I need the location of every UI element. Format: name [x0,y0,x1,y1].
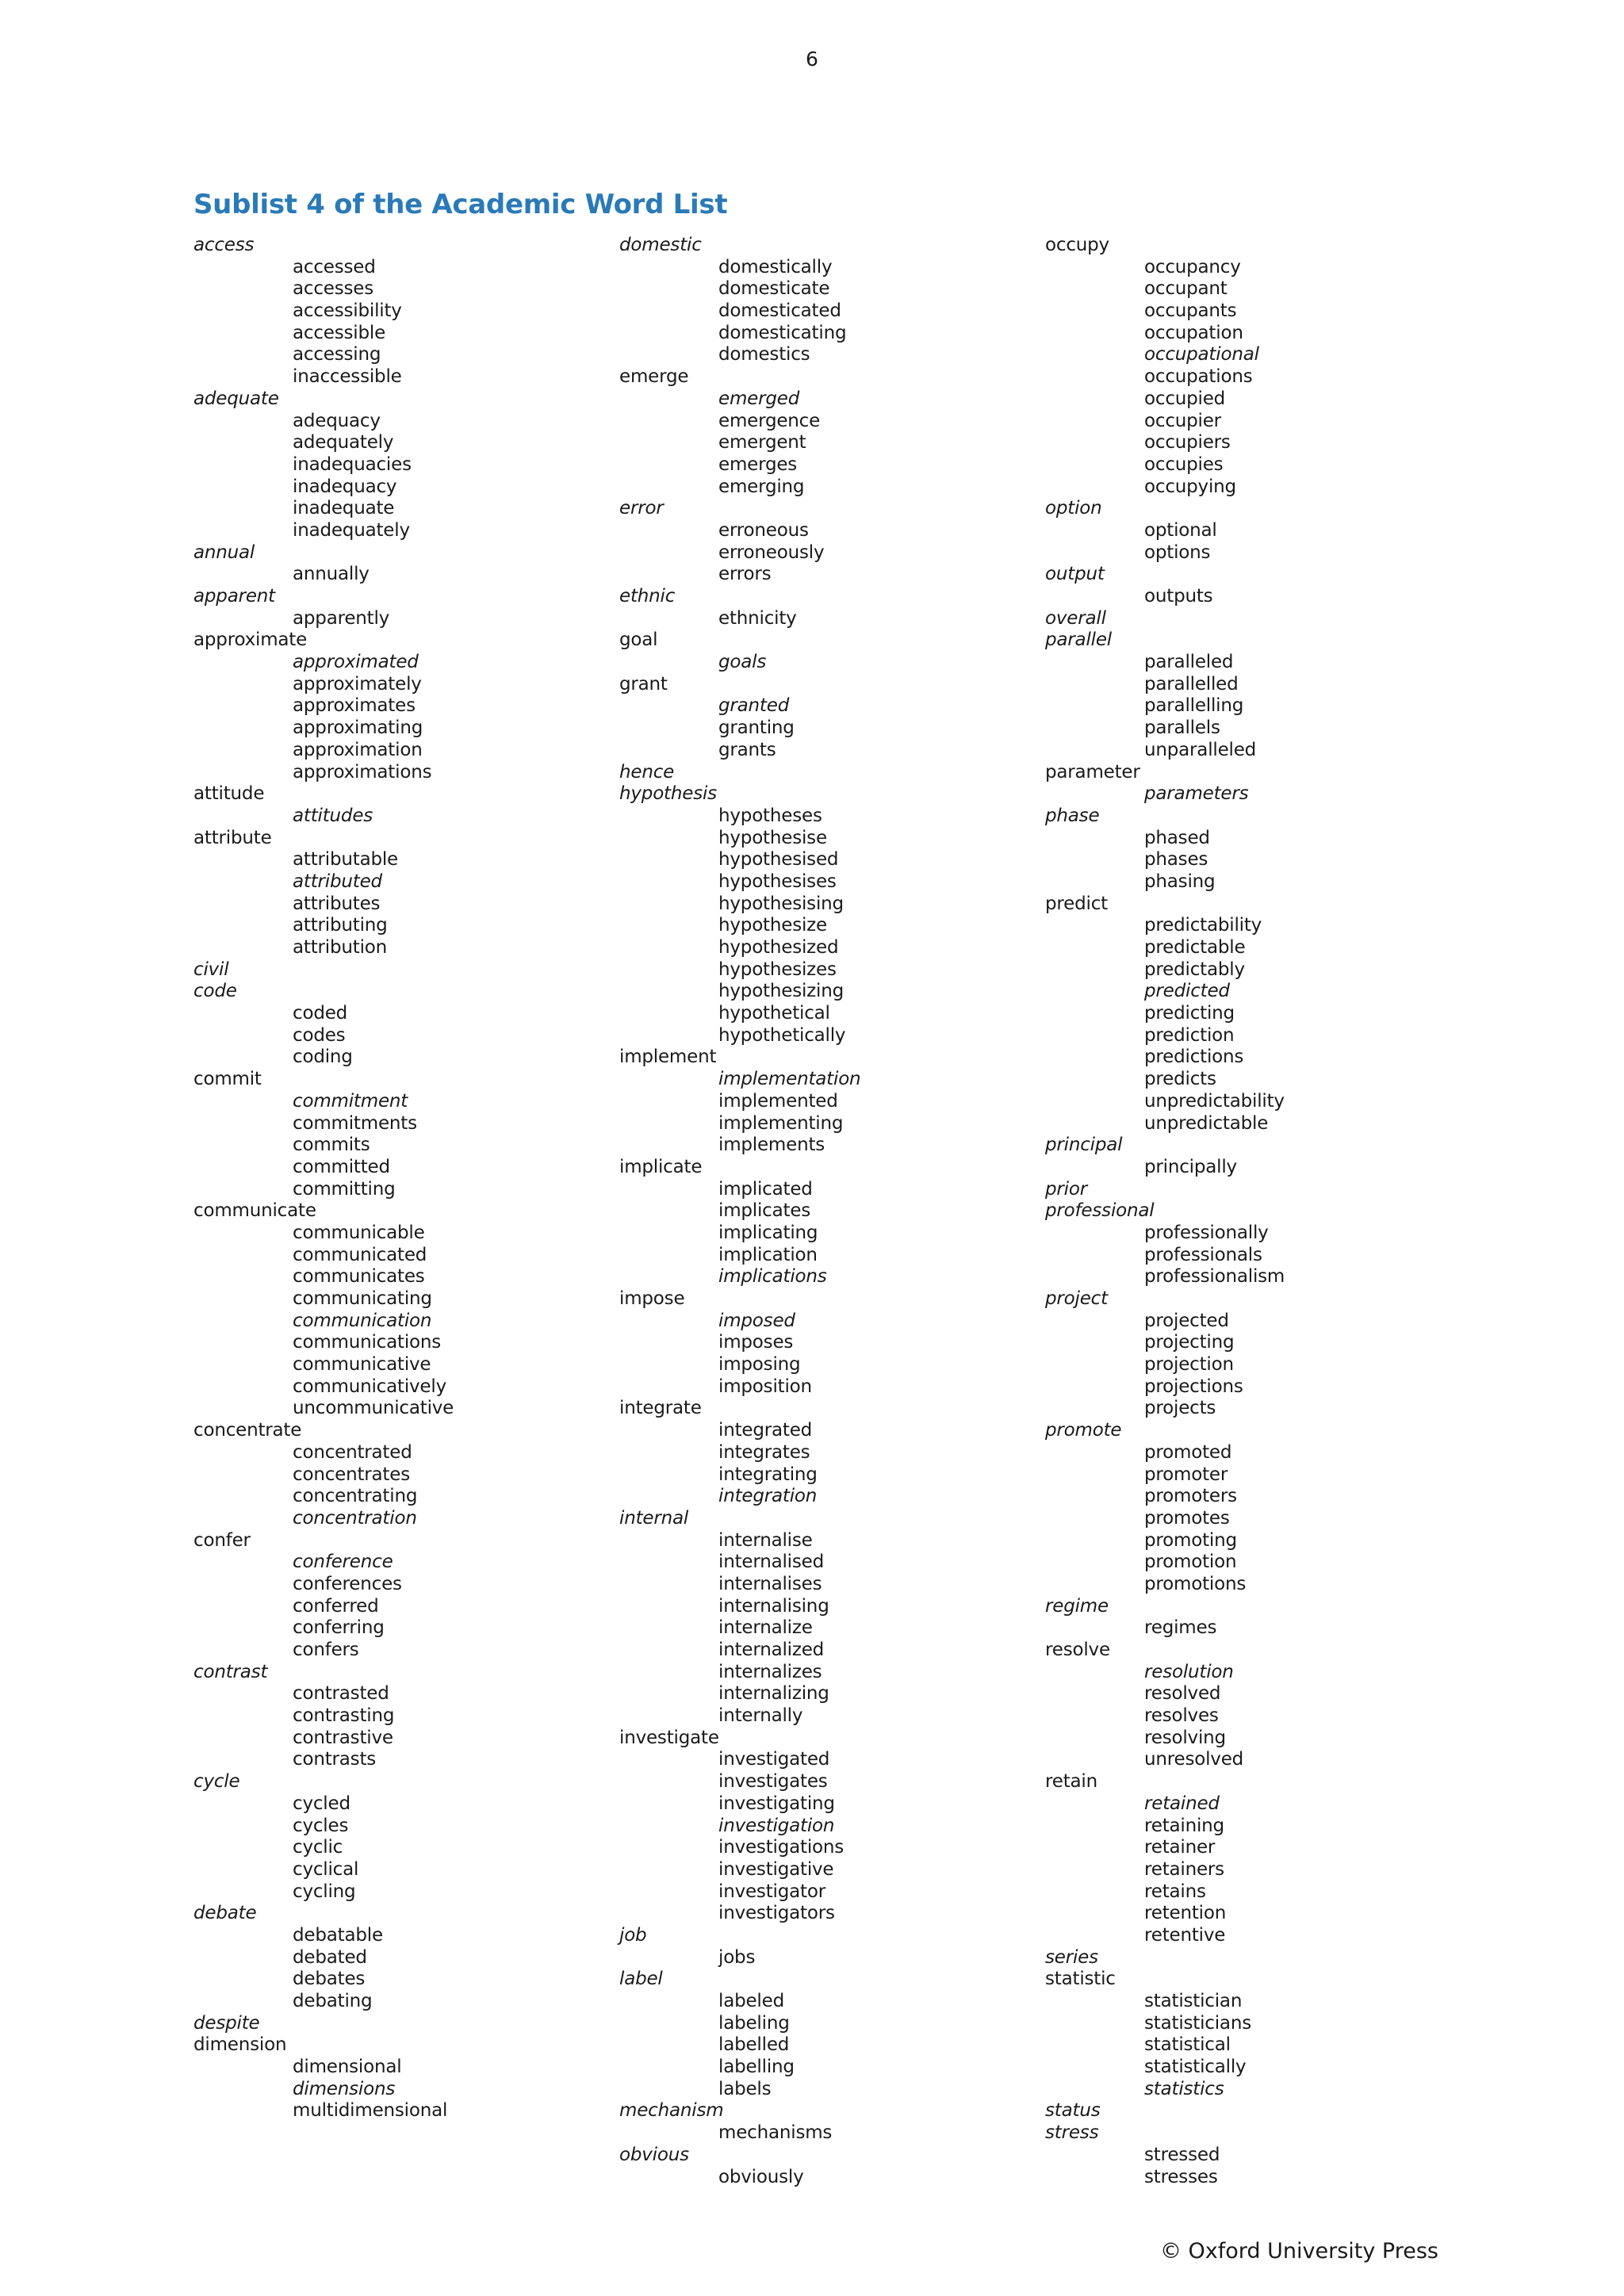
word-form: phases [1144,849,1208,871]
headword: retain [1045,1771,1097,1793]
word-form: hypothesises [718,871,837,892]
word-form: investigating [718,1793,835,1814]
word-form: inadequate [293,498,395,519]
word-form: hypothesize [718,915,828,936]
word-form: stresses [1144,2166,1218,2187]
word-form: dimensions [293,2078,396,2099]
word-column-1 [193,235,606,2122]
word-form: imposition [718,1376,812,1397]
word-form: projected [1144,1310,1229,1331]
word-form: contrastive [293,1727,393,1748]
word-form: implicated [718,1178,813,1200]
headword: attitude [193,783,265,805]
word-form: approximating [293,718,423,739]
word-form: prediction [1144,1024,1235,1046]
word-form: ethnicity [718,607,797,629]
headword: civil [193,959,229,980]
word-form: imposing [718,1354,801,1376]
word-form: internalizes [718,1661,822,1682]
word-form: debatable [293,1924,383,1946]
word-form: approximations [293,761,432,783]
word-form: commitments [293,1112,417,1134]
headword: code [193,981,237,1002]
headword: adequate [193,388,279,409]
word-form: internalized [718,1640,825,1660]
headword: status [1045,2100,1101,2122]
headword: hence [619,761,675,783]
word-form: concentrates [293,1464,410,1485]
headword: regime [1045,1595,1109,1617]
word-form: committing [293,1178,396,1200]
word-form: concentration [293,1507,417,1529]
word-form: labeling [718,2012,790,2034]
headword: prior [1045,1178,1087,1200]
headword: label [619,1969,663,1990]
word-form: projecting [1144,1332,1235,1353]
word-form: cycles [293,1815,349,1836]
word-form: investigators [718,1903,835,1924]
word-form: predicts [1144,1069,1216,1090]
word-form: annually [293,564,370,585]
word-form: hypothesized [718,937,839,958]
word-form: accesses [293,278,374,300]
word-form: communicates [293,1266,425,1288]
word-form: commits [293,1135,370,1156]
word-form: retaining [1144,1815,1224,1836]
word-form: jobs [718,1946,756,1968]
word-form: accessed [293,256,376,277]
word-form: labels [718,2078,772,2099]
word-form: dimensional [293,2057,402,2078]
word-form: predictably [1144,959,1245,980]
word-form: occupier [1144,410,1221,431]
word-form: conferring [293,1617,385,1639]
headword: domestic [619,235,702,255]
word-form: promoters [1144,1486,1237,1507]
headword: project [1045,1288,1108,1309]
headword: internal [619,1507,689,1529]
word-form: commitment [293,1090,408,1112]
word-form: professionally [1144,1222,1269,1243]
word-form: internalizing [718,1683,829,1705]
word-form: cycled [293,1793,350,1814]
word-form: communications [293,1332,442,1353]
headword: concentrate [193,1420,302,1441]
copyright-notice: © Oxford University Press [1159,2239,1438,2263]
word-form: investigated [718,1749,830,1770]
word-form: occupiers [1144,432,1231,453]
word-form: emergent [718,432,806,453]
headword: dimension [193,2034,287,2056]
headword: hypothesis [619,783,717,805]
word-form: implicating [718,1222,818,1243]
word-form: retention [1144,1903,1227,1924]
word-form: domestically [718,256,833,277]
word-form: investigations [718,1837,845,1858]
headword: approximate [193,629,308,651]
word-form: investigates [718,1771,828,1793]
headword: goal [619,629,658,651]
headword: principal [1045,1135,1123,1156]
word-form: apparently [293,607,390,629]
word-form: inadequately [293,519,410,541]
headword: job [619,1924,647,1946]
word-form: erroneous [718,519,809,541]
word-form: paralleled [1144,652,1234,673]
headword: obvious [619,2144,689,2165]
word-form: internalise [718,1529,813,1551]
word-form: attributable [293,849,399,871]
word-form: obviously [718,2166,804,2187]
word-form: cyclic [293,1837,343,1858]
headword: parameter [1045,761,1140,783]
word-form: investigator [718,1881,825,1902]
word-form: unparalleled [1144,739,1257,760]
word-form: integrated [718,1420,813,1441]
word-form: statistically [1144,2057,1247,2078]
word-form: retainers [1144,1858,1224,1880]
word-form: concentrating [293,1486,418,1507]
word-form: attributing [293,915,388,936]
word-form: debating [293,1991,373,2011]
word-form: multidimensional [293,2100,448,2122]
word-form: emerged [718,388,800,409]
headword: stress [1045,2122,1099,2144]
headword: series [1045,1946,1098,1968]
word-form: parameters [1144,783,1249,805]
word-form: stressed [1144,2144,1220,2165]
word-form: hypothetical [718,1003,830,1024]
word-form: accessible [293,322,386,343]
word-form: internally [718,1705,803,1727]
word-form: optional [1144,519,1217,541]
word-form: communication [293,1310,432,1331]
word-form: adequately [293,432,394,453]
word-form: occupied [1144,388,1226,409]
word-form: internalising [718,1595,829,1617]
word-form: approximated [293,652,419,673]
headword: apparent [193,586,275,607]
word-form: communicatively [293,1376,446,1397]
word-form: hypothesizes [718,959,837,980]
word-form: conference [293,1552,393,1573]
word-form: confers [293,1640,359,1660]
headword: option [1045,498,1102,519]
word-form: investigative [718,1858,834,1880]
headword: implement [619,1047,717,1068]
headword: investigate [619,1727,719,1748]
word-form: attribution [293,937,388,958]
word-form: occupants [1144,300,1237,322]
word-form: mechanisms [718,2122,833,2144]
headword: despite [193,2012,260,2034]
word-form: uncommunicative [293,1398,454,1419]
word-form: inadequacies [293,453,412,475]
headword: attribute [193,827,272,848]
word-form: parallelling [1144,695,1244,717]
word-form: implemented [718,1090,838,1112]
word-form: professionals [1144,1244,1262,1265]
word-form: internalises [718,1573,822,1594]
word-form: communicating [293,1288,432,1309]
headword: error [619,498,664,519]
word-form: promotion [1144,1552,1237,1573]
word-form: grants [718,739,776,760]
word-form: hypothesizing [718,981,845,1002]
word-form: occupant [1144,278,1228,300]
word-form: cycling [293,1881,356,1902]
word-form: committed [293,1156,390,1177]
word-form: conferences [293,1573,402,1594]
headword: annual [193,541,255,563]
word-form: internalize [718,1617,813,1639]
word-form: parallels [1144,718,1220,739]
word-form: promoting [1144,1529,1237,1551]
word-form: erroneously [718,541,825,563]
word-form: projects [1144,1398,1216,1419]
word-form: occupations [1144,366,1253,388]
word-form: integration [718,1486,818,1507]
word-form: adequacy [293,410,381,431]
word-form: emergence [718,410,821,431]
word-form: statistical [1144,2034,1231,2056]
word-form: implicates [718,1200,811,1222]
word-form: predictable [1144,937,1246,958]
word-form: hypothesising [718,893,844,914]
word-form: phased [1144,827,1210,848]
word-form: unpredictable [1144,1112,1269,1134]
headword: mechanism [619,2100,724,2122]
word-form: promotes [1144,1507,1230,1529]
word-form: accessibility [293,300,402,322]
word-form: retentive [1144,1924,1226,1946]
word-form: emerges [718,453,798,475]
word-form: labelled [718,2034,790,2056]
page-number: 6 [806,48,818,71]
word-form: imposes [718,1332,794,1353]
headword: promote [1045,1420,1122,1441]
word-form: contrasted [293,1683,389,1705]
word-form: communicated [293,1244,427,1265]
headword: predict [1045,893,1108,914]
word-form: communicative [293,1354,431,1376]
headword: output [1045,564,1105,585]
word-form: implementation [718,1069,861,1090]
word-form: hypothesise [718,827,827,848]
word-form: contrasts [293,1749,377,1770]
word-form: communicable [293,1222,425,1243]
headword: communicate [193,1200,316,1222]
headword: statistic [1045,1969,1116,1990]
word-form: codes [293,1024,346,1046]
word-form: debated [293,1946,367,1968]
word-form: promoter [1144,1464,1228,1485]
word-form: labelling [718,2057,795,2078]
word-form: labeled [718,1991,784,2011]
word-form: domesticated [718,300,841,322]
word-form: coded [293,1003,348,1024]
word-form: implications [718,1266,827,1288]
headword: cycle [193,1771,240,1793]
word-form: predicting [1144,1003,1235,1024]
word-form: granting [718,718,795,739]
word-form: concentrated [293,1441,412,1463]
word-form: implements [718,1135,825,1156]
word-form: statistics [1144,2078,1224,2099]
word-form: hypotheses [718,805,822,826]
headword: grant [619,673,668,695]
word-form: statistician [1144,1991,1243,2011]
word-form: retained [1144,1793,1220,1814]
word-form: occupation [1144,322,1243,343]
word-form: goals [718,652,767,673]
word-form: implication [718,1244,818,1265]
headword: implicate [619,1156,703,1177]
word-form: implementing [718,1112,844,1134]
headword: access [193,235,255,255]
headword: emerge [619,366,689,388]
word-form: hypothesised [718,849,839,871]
word-form: inadequacy [293,476,397,497]
headword: parallel [1045,629,1112,651]
headword: commit [193,1069,262,1090]
word-form: unpredictability [1144,1090,1285,1112]
word-form: investigation [718,1815,835,1836]
headword: impose [619,1288,685,1309]
word-form: professionalism [1144,1266,1285,1288]
word-form: predictability [1144,915,1262,936]
word-form: inaccessible [293,366,402,388]
word-form: coding [293,1047,353,1068]
word-form: contrasting [293,1705,395,1727]
word-column-3 [1045,235,1457,2188]
headword: ethnic [619,586,676,607]
word-form: projections [1144,1376,1243,1397]
headword: phase [1045,805,1100,826]
headword: professional [1045,1200,1155,1222]
word-form: promoted [1144,1441,1232,1463]
word-form: domesticating [718,322,847,343]
word-form: internalised [718,1552,824,1573]
word-form: approximation [293,739,423,760]
word-form: approximates [293,695,416,717]
word-form: predictions [1144,1047,1244,1068]
word-form: occupancy [1144,256,1241,277]
word-column-2 [619,235,1032,2188]
word-form: resolves [1144,1705,1219,1727]
word-form: statisticians [1144,2012,1251,2034]
word-form: accessing [293,344,381,365]
word-form: granted [718,695,790,717]
word-form: outputs [1144,586,1213,607]
word-form: options [1144,541,1211,563]
word-form: cyclical [293,1858,359,1880]
word-form: attributed [293,871,382,892]
word-form: emerging [718,476,805,497]
word-form: resolving [1144,1727,1226,1748]
word-form: integrates [718,1441,810,1463]
headword: occupy [1045,235,1109,255]
word-form: integrating [718,1464,818,1485]
word-form: hypothetically [718,1024,846,1046]
word-form: resolution [1144,1661,1234,1682]
word-form: debates [293,1969,366,1990]
word-form: domestics [718,344,810,365]
word-form: parallelled [1144,673,1239,695]
word-form: retainer [1144,1837,1216,1858]
headword: debate [193,1903,257,1924]
word-form: occupying [1144,476,1236,497]
word-form: conferred [293,1595,379,1617]
headword: integrate [619,1398,702,1419]
word-form: projection [1144,1354,1234,1376]
word-form: attitudes [293,805,373,826]
page-title: Sublist 4 of the Academic Word List [193,189,728,220]
word-form: errors [718,564,772,585]
word-form: occupies [1144,453,1224,475]
word-form: approximately [293,673,422,695]
word-form: retains [1144,1881,1206,1902]
word-form: imposed [718,1310,795,1331]
word-form: principally [1144,1156,1237,1177]
word-form: phasing [1144,871,1216,892]
word-form: predicted [1144,981,1230,1002]
word-form: domesticate [718,278,830,300]
word-form: promotions [1144,1573,1247,1594]
word-form: resolved [1144,1683,1221,1705]
word-form: attributes [293,893,381,914]
headword: contrast [193,1661,268,1682]
headword: resolve [1045,1640,1110,1660]
word-form: regimes [1144,1617,1217,1639]
word-form: unresolved [1144,1749,1244,1770]
word-form: occupational [1144,344,1259,365]
headword: confer [193,1529,251,1551]
headword: overall [1045,607,1106,629]
